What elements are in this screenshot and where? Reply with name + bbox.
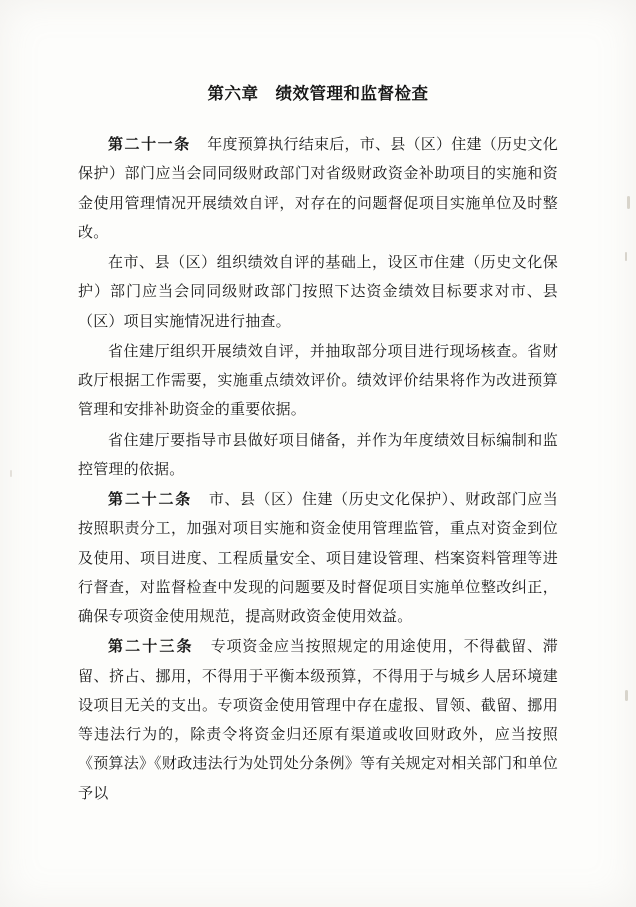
paragraph-text: 在市、县（区）组织绩效自评的基础上，设区市住建（历史文化保护）部门应当会同同级财政部门按照下达资金绩效目标要求对市、县（区）项目实施情况进行抽查。 <box>78 253 558 330</box>
paragraph-text: 年度预算执行结束后，市、县（区）住建（历史文化保护）部门应当会同同级财政部门对省级财政资金补助项目的实施和资金使用管理情况开展绩效自评，对存在的问题督促项目实施单位及时整改。 <box>78 135 558 241</box>
paragraph-text: 市、县（区）住建（历史文化保护）、财政部门应当按照职责分工，加强对项目实施和资金使用管理监管，重点对资金到位及使用、项目进度、工程质量安全、项目建设管理、档案资料管理等进行督查，对监督检查中发现的问题要及时督促项目实施单位整改纠正，确保专项资金使用规范，提高财政资金使用效益。 <box>78 490 558 625</box>
paragraph-text: 省住建厅组织开展绩效自评，并抽取部分项目进行现场核查。省财政厅根据工作需要，实施重点绩效评价。绩效评价结果将作为改进预算管理和安排补助资金的重要依据。 <box>78 341 558 419</box>
article-number-23: 第二十三条 <box>108 637 194 656</box>
paragraph-3 <box>78 337 558 425</box>
paragraph-4 <box>78 426 558 485</box>
paragraph-text: 省住建厅要指导市县做好项目储备，并作为年度绩效目标编制和监控管理的依据。 <box>78 430 558 478</box>
paragraph-article-21 <box>78 130 558 247</box>
scan-artifact-mark <box>625 690 628 701</box>
paragraph-article-22 <box>78 485 558 631</box>
scan-artifact-mark <box>627 196 630 209</box>
paragraph-text: 专项资金应当按照规定的用途使用，不得截留、滞留、挤占、挪用，不得用于平衡本级预算，不得用于与城乡人居环境建设项目无关的支出。专项资金使用管理中存在虚报、冒领、截留、挪用等违法行为的，除责令将资金归还原有渠道或收回财政外，应当按照《预算法》《财政违法行为处罚处分条例》等有关规定对相关部门和单位予以 <box>78 637 558 802</box>
paragraph-2 <box>78 248 558 336</box>
scan-artifact-mark <box>625 252 627 261</box>
scan-artifact-mark <box>10 470 12 477</box>
paragraph-article-23 <box>78 632 558 808</box>
article-number-21: 第二十一条 <box>108 135 191 153</box>
article-number-22: 第二十二条 <box>108 490 193 508</box>
page-title: 第六章 绩效管理和监督检查 <box>207 84 429 103</box>
